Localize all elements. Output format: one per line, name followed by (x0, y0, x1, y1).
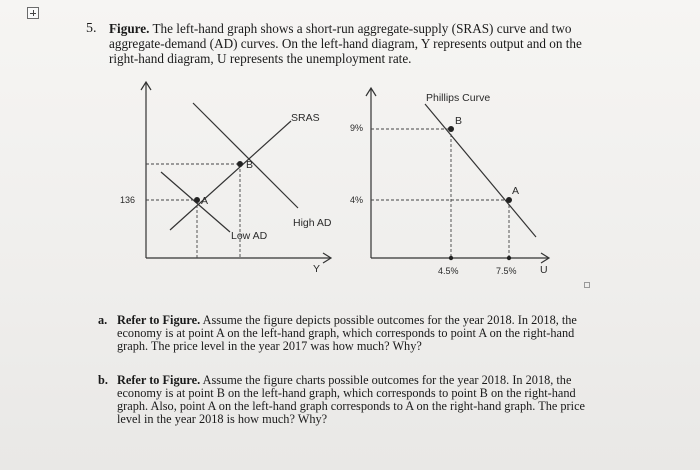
tick-45 (449, 256, 453, 260)
low-ad-label: Low AD (231, 230, 268, 242)
left-point-b (237, 161, 243, 167)
right-point-a-label: A (512, 185, 520, 197)
part-a (98, 313, 587, 353)
right-point-b-label: B (455, 115, 463, 127)
high-ad-curve (193, 103, 298, 208)
high-ad-label: High AD (293, 217, 332, 229)
part-b-body: Assume the figure charts possible outcomes for the year 2018. In 2018, the economy is at point B on the left-hand graph, which corresponds to point B on the right-hand graph. Also, point A on the left-hand graph corresponds to A on the right-hand graph. The price level in the year 2018 is how much? Why? (117, 373, 585, 426)
right-x-high: 7.5% (496, 266, 517, 276)
right-y-high: 9% (350, 123, 364, 133)
right-point-a (506, 197, 512, 203)
right-point-b (448, 126, 454, 132)
part-a-lead: Refer to Figure. (117, 313, 201, 327)
right-x-low: 4.5% (438, 266, 459, 276)
left-x-axis-label: Y (313, 263, 321, 275)
right-y-low: 4% (350, 195, 364, 205)
right-graph (350, 88, 549, 276)
part-b-label: b. (98, 373, 108, 387)
left-y-value: 136 (120, 195, 136, 205)
phillips-curve (425, 104, 536, 237)
part-b (98, 373, 587, 426)
corner-mark (584, 282, 590, 288)
part-b-lead: Refer to Figure. (117, 373, 201, 387)
part-a-text (117, 314, 587, 353)
question-lead: Figure. (109, 21, 150, 36)
part-b-text (117, 374, 587, 426)
part-a-body: Assume the figure depicts possible outcomes for the year 2018. In 2018, the economy is at point A on the left-hand graph, which corresponds to point A on the right-hand graph. The price level in the year 2017 was how much? Why? (117, 313, 577, 353)
left-graph (120, 82, 332, 275)
right-x-axis-label: U (540, 264, 548, 276)
question-body: The left-hand graph shows a short-run aggregate-supply (SRAS) curve and two aggregate-demand (AD) curves. On the left-hand diagram, Y represents output and on the right-hand diagram, U represents the unemployment rate. (109, 21, 582, 66)
phillips-title: Phillips Curve (426, 92, 491, 104)
tick-75 (507, 256, 511, 260)
sras-curve (170, 121, 291, 230)
question-number: 5. (86, 21, 97, 36)
sras-label: SRAS (291, 112, 320, 124)
left-point-a-label: A (201, 195, 209, 207)
left-point-b-label: B (246, 159, 254, 171)
left-point-a (194, 197, 200, 203)
part-a-label: a. (98, 313, 108, 327)
